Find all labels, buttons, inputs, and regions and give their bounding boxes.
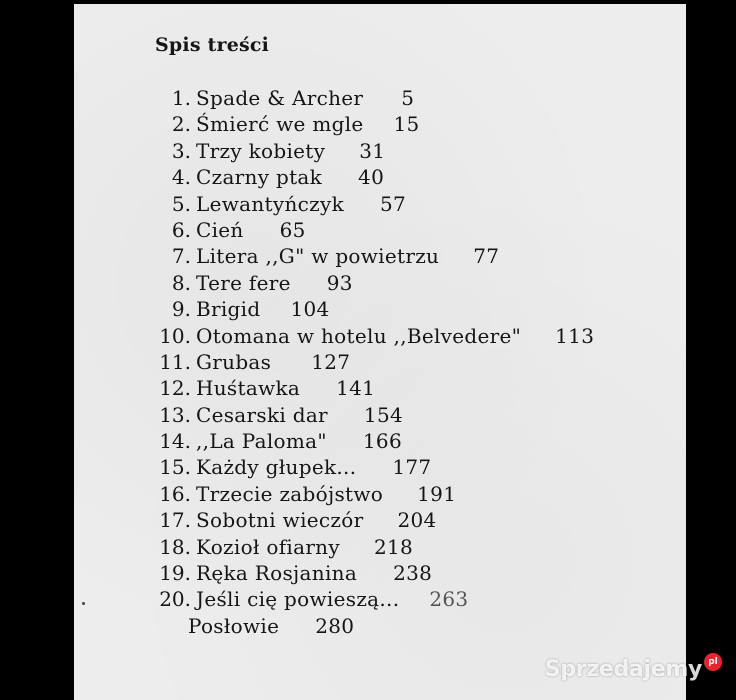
toc-entry-title-line bbox=[196, 138, 385, 164]
toc-entry-title: Posłowie bbox=[188, 613, 280, 638]
toc-entry bbox=[74, 243, 686, 269]
toc-entry-page: 166 bbox=[362, 429, 402, 454]
toc-entry-title-line bbox=[188, 613, 354, 639]
toc-entry-title: Otomana w hotelu ,,Belvedere" bbox=[196, 323, 522, 348]
toc-entry-page: 93 bbox=[326, 270, 353, 295]
toc-entry bbox=[74, 217, 686, 243]
toc-entry-page: 5 bbox=[401, 86, 415, 110]
toc-entry-page: 65 bbox=[279, 217, 306, 242]
toc-entry bbox=[74, 481, 686, 507]
toc-entry-title: Trzecie zabójstwo bbox=[196, 481, 384, 506]
toc-entry-page: 263 bbox=[429, 587, 469, 612]
toc-entry bbox=[74, 164, 686, 190]
toc-entry-title-line bbox=[196, 164, 384, 190]
toc-entry-title-line bbox=[196, 85, 414, 111]
toc-entry bbox=[74, 349, 686, 375]
toc-entry-title-line bbox=[196, 349, 350, 375]
toc-heading: Spis treści bbox=[155, 34, 270, 56]
toc-entry-page: 280 bbox=[315, 613, 355, 638]
toc-entry-title: Cesarski dar bbox=[196, 402, 328, 427]
toc-entry bbox=[74, 454, 686, 480]
toc-entry bbox=[74, 191, 686, 217]
toc-entry-number: 7. bbox=[171, 244, 191, 269]
toc-entry-title: Tere fere bbox=[196, 270, 291, 295]
toc-entry-number: 15. bbox=[159, 455, 191, 480]
toc-entry-number: 1. bbox=[171, 86, 191, 110]
toc-entry bbox=[74, 560, 686, 586]
toc-entry-page: 238 bbox=[393, 561, 433, 586]
toc-entry-page: 104 bbox=[290, 297, 330, 322]
toc-entry bbox=[74, 402, 686, 428]
toc-entry bbox=[74, 270, 686, 296]
toc-entry-title: Huśtawka bbox=[196, 376, 301, 401]
toc-entry-number: 6. bbox=[171, 217, 191, 242]
toc-entry-page: 127 bbox=[311, 349, 351, 374]
toc-entry-title-line bbox=[196, 586, 468, 612]
toc-entry bbox=[74, 296, 686, 322]
toc-entry-title-line bbox=[196, 428, 402, 454]
toc-entry-page: 218 bbox=[373, 534, 414, 559]
toc-entry-title: Grubas bbox=[196, 349, 272, 374]
toc-entry-number: 11. bbox=[159, 349, 191, 374]
toc-entry-number: 8. bbox=[171, 270, 191, 295]
toc-entry-number: 13. bbox=[159, 402, 191, 427]
toc-entry bbox=[74, 323, 686, 349]
toc-entry-page: 154 bbox=[363, 402, 403, 427]
toc-entry-title-line bbox=[196, 217, 306, 243]
toc-entry bbox=[74, 138, 686, 164]
toc-entry-title: Brigid bbox=[196, 297, 261, 322]
toc-entry-title: Litera ,,G" w powietrzu bbox=[196, 244, 440, 269]
watermark-text: Sprzedajemy bbox=[544, 657, 702, 682]
toc-entry-title: Ręka Rosjanina bbox=[196, 561, 358, 586]
toc-entry-page: 113 bbox=[555, 323, 595, 348]
toc-entry-title-line bbox=[196, 296, 330, 322]
toc-entry-title: Trzy kobiety bbox=[196, 138, 326, 163]
toc-entry bbox=[74, 111, 686, 137]
toc-entry-number: 4. bbox=[171, 165, 191, 190]
toc-entry-title-line bbox=[196, 111, 420, 137]
toc-entry bbox=[74, 85, 686, 111]
toc-entry-title: Sobotni wieczór bbox=[196, 508, 364, 533]
toc-entry-number: 20. bbox=[159, 587, 191, 612]
toc-entry-page: 177 bbox=[392, 455, 432, 480]
toc-entry-title-line bbox=[196, 270, 353, 296]
toc-entry-number: 14. bbox=[159, 429, 191, 454]
toc-entry-page: 191 bbox=[417, 481, 457, 506]
toc-entry bbox=[74, 507, 686, 533]
toc-entry-title: Kozioł ofiarny bbox=[196, 534, 340, 559]
toc-entry-title-line bbox=[196, 402, 403, 428]
toc-entry-title-line bbox=[196, 560, 432, 586]
watermark-badge: pl bbox=[704, 653, 722, 671]
toc-entry-title-line bbox=[196, 481, 456, 507]
toc-entry-number: 18. bbox=[159, 534, 191, 559]
toc-entry-title: Lewantyńczyk bbox=[196, 191, 345, 216]
toc-entry-page: 141 bbox=[336, 376, 376, 401]
toc-entry bbox=[74, 613, 686, 639]
toc-entry-page: 15 bbox=[393, 112, 420, 137]
toc-entry-number: 5. bbox=[171, 191, 191, 216]
watermark bbox=[545, 657, 722, 682]
toc-entry-title: Jeśli cię powieszą... bbox=[196, 587, 400, 612]
toc-entry bbox=[74, 586, 686, 612]
toc-entry-title-line bbox=[196, 375, 375, 401]
toc-entry-title-line bbox=[196, 243, 499, 269]
toc-entry-title: Śmierć we mgle bbox=[196, 112, 364, 137]
toc-entry-number: 3. bbox=[171, 138, 191, 163]
toc-entry-number: 10. bbox=[159, 323, 191, 348]
book-page bbox=[74, 4, 686, 700]
toc-entry-number: 12. bbox=[159, 376, 191, 401]
toc-entry-number: 17. bbox=[159, 508, 191, 533]
toc-entry bbox=[74, 534, 686, 560]
toc-entry-title-line bbox=[196, 534, 413, 560]
toc-list bbox=[74, 85, 686, 639]
toc-entry-title: Cień bbox=[196, 217, 244, 242]
toc-entry-title: Spade & Archer bbox=[196, 86, 364, 110]
toc-entry-number: 16. bbox=[159, 481, 191, 506]
toc-entry-page: 40 bbox=[358, 165, 385, 190]
toc-entry-page: 204 bbox=[397, 508, 437, 533]
toc-entry-title-line bbox=[196, 191, 406, 217]
toc-entry bbox=[74, 428, 686, 454]
toc-entry-title-line bbox=[196, 454, 431, 480]
toc-entry-page: 57 bbox=[380, 191, 407, 216]
toc-entry-title-line bbox=[196, 323, 594, 349]
toc-entry bbox=[74, 375, 686, 401]
paper-speck bbox=[82, 602, 85, 605]
toc-entry-page: 31 bbox=[359, 138, 386, 163]
toc-entry-number: 2. bbox=[171, 112, 191, 137]
toc-entry-number: 19. bbox=[159, 561, 191, 586]
toc-entry-page: 77 bbox=[473, 244, 500, 269]
toc-entry-title: ,,La Paloma" bbox=[196, 429, 327, 454]
toc-entry-title: Każdy głupek... bbox=[196, 455, 357, 480]
toc-entry-title-line bbox=[196, 507, 437, 533]
toc-entry-title: Czarny ptak bbox=[196, 165, 323, 190]
toc-entry-number: 9. bbox=[171, 297, 191, 322]
